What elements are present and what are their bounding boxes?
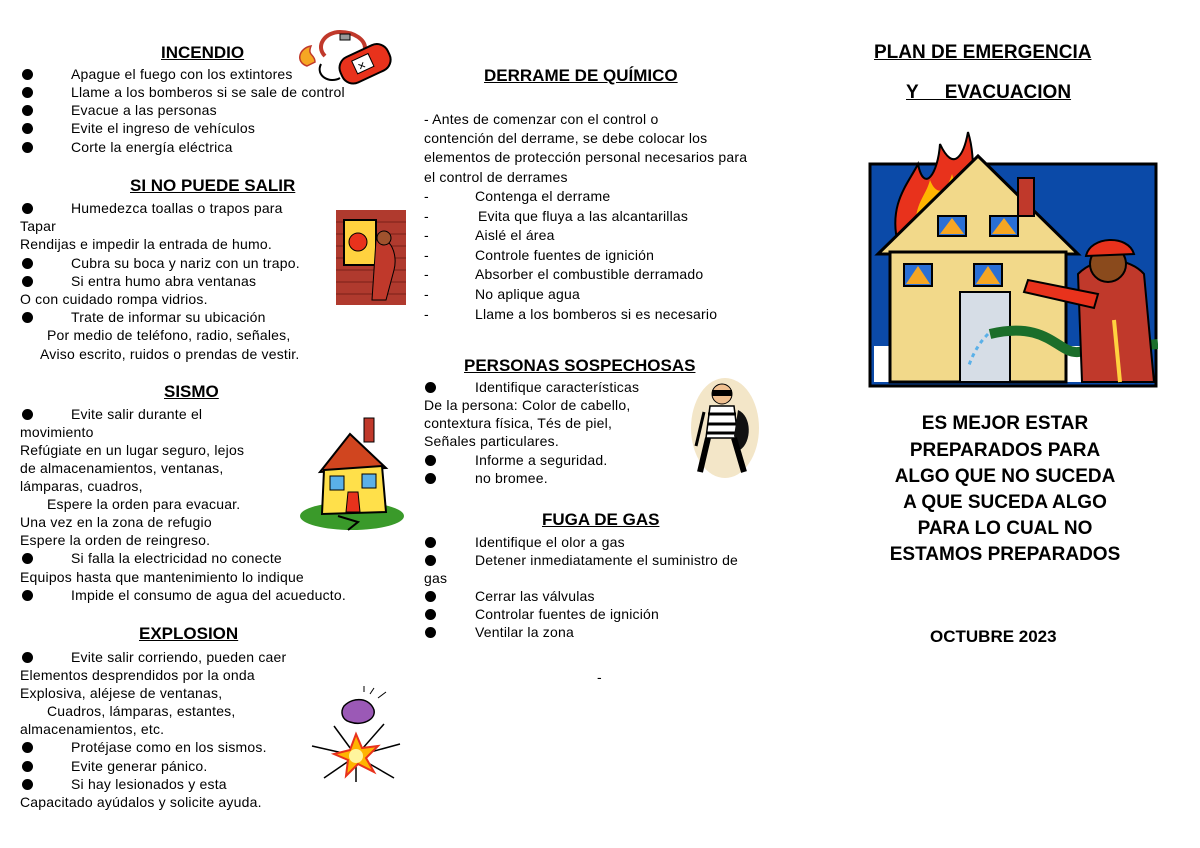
list-item: Absorber el combustible derramado — [475, 266, 704, 282]
slogan-line: ESTAMOS PREPARADOS — [889, 544, 1121, 565]
text-line: Capacitado ayúdalos y solicite ayuda. — [20, 794, 262, 810]
stray-dash: - — [597, 669, 602, 685]
text-line: O con cuidado rompa vidrios. — [20, 291, 208, 307]
bullet — [22, 123, 33, 134]
bullet — [22, 203, 33, 214]
bullet — [22, 553, 33, 564]
bullet — [425, 609, 436, 620]
text-line: Aviso escrito, ruidos o prendas de vestir. — [40, 346, 300, 362]
text-line: Controlar fuentes de ignición — [475, 606, 660, 622]
heading-incendio: INCENDIO — [161, 43, 245, 62]
text-line: Si falla la electricidad no conecte — [71, 550, 282, 566]
text-line: Equipos hasta que mantenimiento lo indique — [20, 569, 304, 585]
text-line: Elementos desprendidos por la onda — [20, 667, 255, 683]
text-line: Si hay lesionados y esta — [71, 776, 227, 792]
bullet — [22, 652, 33, 663]
slogan-line: ES MEJOR ESTAR — [921, 413, 1089, 434]
text-line: elementos de protección personal necesarios para — [424, 149, 748, 165]
text-line: Identifique características — [475, 379, 640, 395]
text-line: Señales particulares. — [424, 433, 559, 449]
bullet — [22, 779, 33, 790]
list-item: Evita que fluya a las alcantarillas — [478, 208, 689, 224]
burning-house-firefighter-image — [868, 124, 1158, 388]
text-line: movimiento — [20, 424, 94, 440]
bullet — [22, 142, 33, 153]
heading-explosion: EXPLOSION — [139, 624, 239, 643]
text-line: Una vez en la zona de refugio — [20, 514, 212, 530]
list-item: Llame a los bomberos si se sale de control — [71, 84, 345, 100]
bullet — [22, 258, 33, 269]
bullet — [425, 537, 436, 548]
slogan-line: A QUE SUCEDA ALGO — [903, 492, 1107, 513]
bullet — [22, 409, 33, 420]
text-line: Evite salir corriendo, pueden caer — [71, 649, 287, 665]
list-item: No aplique agua — [475, 286, 580, 302]
text-line: - Antes de comenzar con el control o — [424, 111, 659, 127]
text-line: Ventilar la zona — [475, 624, 574, 640]
bullet — [22, 105, 33, 116]
text-line: Tapar — [20, 218, 57, 234]
bullet — [22, 742, 33, 753]
dash: - — [424, 208, 429, 224]
main-title-line2: Y EVACUACION — [906, 82, 1072, 103]
bullet — [22, 87, 33, 98]
text-line: Refúgiate en un lugar seguro, lejos — [20, 442, 245, 458]
text-line: Protéjase como en los sismos. — [71, 739, 267, 755]
list-item: Controle fuentes de ignición — [475, 247, 655, 263]
text-line: Trate de informar su ubicación — [71, 309, 266, 325]
text-line: Humedezca toallas o trapos para — [71, 200, 283, 216]
text-line: de almacenamientos, ventanas, — [20, 460, 224, 476]
list-item: Contenga el derrame — [475, 188, 611, 204]
dash: - — [424, 306, 429, 322]
text-line: contención del derrame, se debe colocar los — [424, 130, 708, 146]
slogan-line: ALGO QUE NO SUCEDA — [894, 466, 1116, 487]
main-title-line1: PLAN DE EMERGENCIA — [874, 42, 1092, 63]
bullet — [425, 627, 436, 638]
dash: - — [424, 247, 429, 263]
text-line: no bromee. — [475, 470, 548, 486]
bullet — [425, 555, 436, 566]
list-item: Evacue a las personas — [71, 102, 217, 118]
dash: - — [424, 188, 429, 204]
text-line: contextura física, Tés de piel, — [424, 415, 613, 431]
text-line: el control de derrames — [424, 169, 568, 185]
date-label: OCTUBRE 2023 — [930, 627, 1057, 646]
text-line: gas — [424, 570, 448, 586]
text-line: Cuadros, lámparas, estantes, — [47, 703, 236, 719]
dash: - — [424, 227, 429, 243]
text-line: De la persona: Color de cabello, — [424, 397, 631, 413]
window-smoke-icon — [336, 210, 406, 305]
text-line: Identifique el olor a gas — [475, 534, 625, 550]
bullet — [425, 382, 436, 393]
svg-text:✕: ✕ — [356, 59, 369, 74]
text-line: Rendijas e impedir la entrada de humo. — [20, 236, 272, 252]
heading-sospechosas: PERSONAS SOSPECHOSAS — [464, 356, 696, 375]
bullet — [425, 473, 436, 484]
bullet — [425, 591, 436, 602]
bullet — [22, 312, 33, 323]
bullet — [22, 276, 33, 287]
dash: - — [424, 266, 429, 282]
list-item: Apague el fuego con los extintores — [71, 66, 293, 82]
list-item: Corte la energía eléctrica — [71, 139, 233, 155]
fire-extinguisher-icon — [285, 26, 405, 88]
heading-derrame: DERRAME DE QUÍMICO — [484, 66, 678, 85]
list-item: Llame a los bomberos si es necesario — [475, 306, 718, 322]
text-line: Cerrar las válvulas — [475, 588, 595, 604]
bullet — [22, 590, 33, 601]
text-line: Informe a seguridad. — [475, 452, 608, 468]
text-line: Cubra su boca y nariz con un trapo. — [71, 255, 300, 271]
text-line: almacenamientos, etc. — [20, 721, 165, 737]
heading-si-no-puede-salir: SI NO PUEDE SALIR — [130, 176, 296, 195]
slogan-line: PREPARADOS PARA — [909, 440, 1101, 461]
list-item: Evite el ingreso de vehículos — [71, 120, 256, 136]
list-item: Aislé el área — [475, 227, 555, 243]
earthquake-house-icon — [298, 412, 406, 532]
text-line: Detener inmediatamente el suministro de — [475, 552, 739, 568]
bullet — [22, 761, 33, 772]
text-line: lámparas, cuadros, — [20, 478, 143, 494]
heading-sismo: SISMO — [164, 382, 219, 401]
slogan-line: PARA LO CUAL NO — [917, 518, 1093, 539]
bullet — [425, 455, 436, 466]
text-line: Si entra humo abra ventanas — [71, 273, 257, 289]
dash: - — [424, 286, 429, 302]
thief-icon — [690, 376, 760, 481]
text-line: Impide el consumo de agua del acueducto. — [71, 587, 346, 603]
text-line: Evite generar pánico. — [71, 758, 208, 774]
heading-fuga-gas: FUGA DE GAS — [542, 510, 660, 529]
text-line: Explosiva, aléjese de ventanas, — [20, 685, 223, 701]
text-line: Evite salir durante el — [71, 406, 203, 422]
text-line: Espere la orden de reingreso. — [20, 532, 211, 548]
text-line: Por medio de teléfono, radio, señales, — [47, 327, 291, 343]
text-line: Espere la orden para evacuar. — [47, 496, 241, 512]
explosion-icon — [304, 686, 408, 784]
bullet — [22, 69, 33, 80]
